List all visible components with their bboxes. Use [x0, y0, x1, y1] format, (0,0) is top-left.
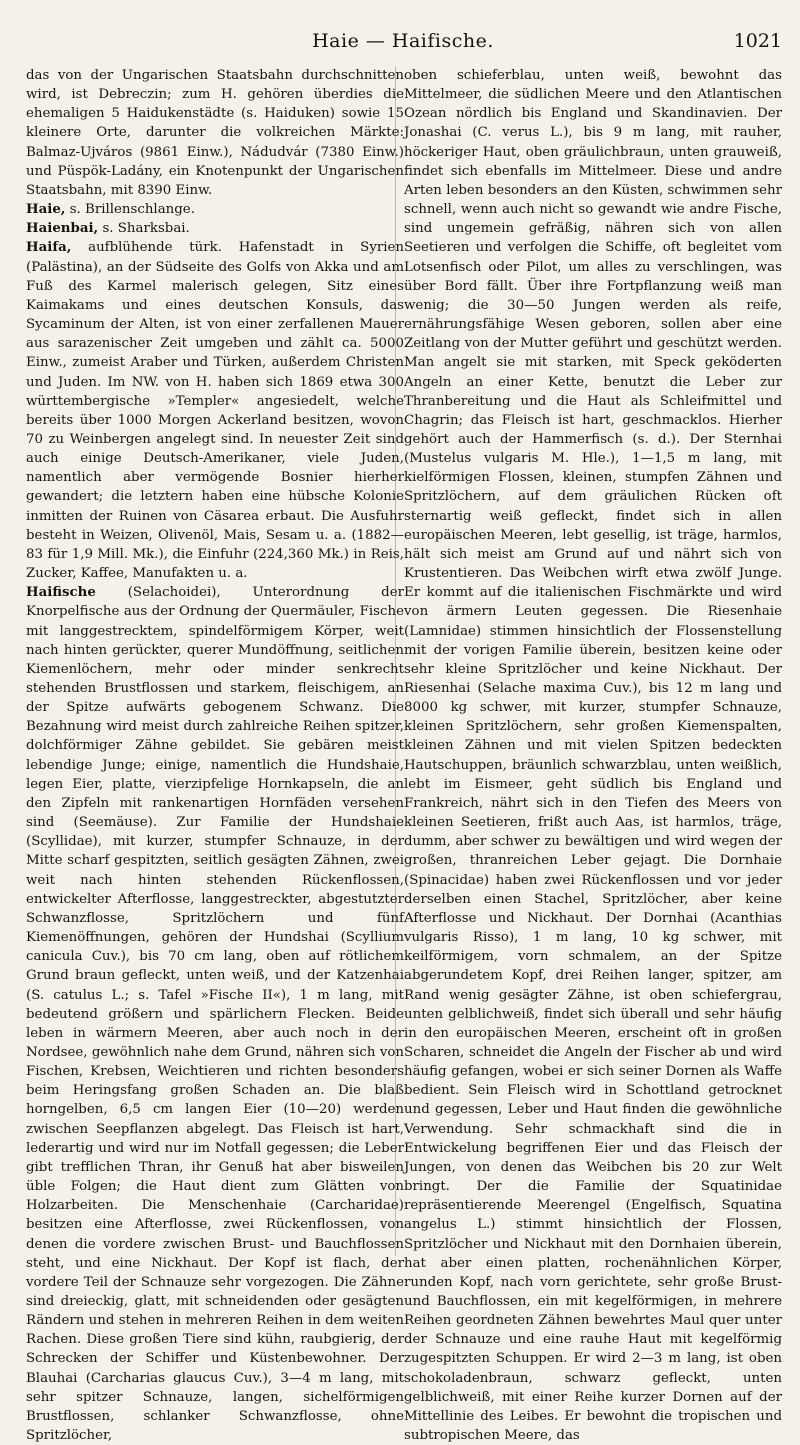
right-column	[404, 66, 782, 1445]
running-title: Haie — Haifische.	[312, 30, 494, 52]
headword: Haifa,	[26, 239, 72, 256]
entry-haifa: Haifa, aufblühende türk. Hafenstadt in Syrien (Palästina), an der Südseite des Golfs von Akka und am Fuß des Karmel malerisch gelegen, Sitz eines Kaimakams und eines deutschen Konsuls, das Sycaminum der Alten, ist von einer zerfallenen Mauer aus sarazenischer Zeit umgeben und zählt ca. 5000 Einw., zumeist Araber und Türken, außerdem Christen und Juden. Im NW. von H. haben sich 1869 etwa 300 württembergische »Templer« angesiedelt, welche bereits über 1000 Morgen Ackerland besitzen, wovon 70 zu Weinbergen angelegt sind. In neuester Zeit sind auch einige Deutsch-Amerikaner, viele Juden, namentlich aber vermögende Bosnier hierher gewandert; die letztern haben eine hübsche Kolonie inmitten der Ruinen von Cäsarea erbaut. Die Ausfuhr besteht in Weizen, Olivenöl, Mais, Sesam u. a. (1882—83 für 1,9 Mill. Mk.), die Einfuhr (224,360 Mk.) in Reis, Zucker, Kaffee, Manufakten u. a.	[26, 239, 404, 582]
entry-continuation: das von der Ungarischen Staatsbahn durchschnitten wird, ist Debreczin; zum H. gehören überdies die ehemaligen 5 Haidukenstädte (s. Haiduken) sowie 15 kleinere Orte, darunter die volkreichen Märkte: Balmaz-Ujváros (9861 Einw.), Nádudvár (7380 Einw.) und Püspök-Ladány, ein Knotenpunkt der Ungarischen Staatsbahn, mit 8390 Einw.	[26, 68, 404, 198]
headword: Haienbai,	[26, 220, 99, 237]
entry-haifische: Haifische (Selachoidei), Unterordnung der Knorpelfische aus der Ordnung der Quermäuler, Fische mit langgestrecktem, spindelförmigem Körper, weit nach hinten gerückter, querer Mundöffnung, seitlichen Kiemenlöchern, mehr oder minder senkrecht stehenden Brustflossen und starkem, fleischigem, an der Spitze aufwärts gebogenem Schwanz. Die Bezahnung wird meist durch zahlreiche Reihen spitzer, dolchförmiger Zähne gebildet. Sie gebären meist lebendige Junge; einige, namentlich die Hundshaie, legen Eier, platte, vierzipfelige Hornkapseln, die an den Zipfeln mit rankenartigen Hornfäden versehen sind (Seemäuse). Zur Familie der Hundshaie (Scyllidae), mit kurzer, stumpfer Schnauze, in der Mitte scharf gespitzten, seitlich gesägten Zähnen, zwei weit nach hinten stehenden Rückenflossen, entwickelter Afterflosse, langgestreckter, abgestutzter Schwanzflosse, Spritzlöchern und fünf Kiemenöffnungen, gehören der Hundshai (Scyllium canicula Cuv.), bis 70 cm lang, oben auf rötlichem Grund braun gefleckt, unten weiß, und der Katzenhai (S. catulus L.; s. Tafel »Fische II«), 1 m lang, mit bedeutend größern und spärlichern Flecken. Beide leben in wärmern Meeren, aber auch noch in der Nordsee, gewöhnlich nahe dem Grund, nähren sich von Fischen, Krebsen, Weichtieren und richten besonders beim Heringsfang großen Schaden an. Die blaß horngelben, 6,5 cm langen Eier (10—20) werden zwischen Seepflanzen abgelegt. Das Fleisch ist hart, lederartig und wird nur im Notfall gegessen; die Leber gibt trefflichen Thran, ihr Genuß hat aber bisweilen üble Folgen; die Haut dient zum Glätten von Holzarbeiten. Die Menschenhaie (Carcharidae) besitzen eine Afterflosse, zwei Rückenflossen, von denen die vordere zwischen Brust- und Bauchflossen steht, und eine Nickhaut. Der Kopf ist flach, der vordere Teil der Schnauze sehr vorgezogen. Die Zähne sind dreieckig, glatt, mit schneidenden oder gesägten Rändern und stehen in mehreren Reihen in dem weiten Rachen. Diese großen Tiere sind kühn, raubgierig, der Schrecken der Schiffer und Küstenbewohner. Der Blauhai (Carcharias glaucus Cuv.), 3—4 m lang, mit sehr spitzer Schnauze, langen, sichelförmigen Brustflossen, schlanker Schwanzflosse, ohne Spritzlöcher,	[26, 584, 404, 1444]
headword: Haie,	[26, 201, 66, 218]
page-number: 1021	[733, 30, 782, 52]
left-column	[26, 66, 404, 1445]
entry-haie: Haie, s. Brillenschlange.	[26, 201, 195, 218]
headword: Haifische	[26, 584, 96, 601]
entry-haienbai: Haienbai, s. Sharksbai.	[26, 220, 190, 237]
entry-haifische-continued: oben schieferblau, unten weiß, bewohnt das Mittelmeer, die südlichen Meere und den Atlantischen Ozean nördlich bis England und Skandinavien. Der Jonashai (C. verus L.), bis 9 m lang, mit rauher, höckeriger Haut, oben gräulichbraun, unten grauweiß, findet sich ebenfalls im Mittelmeer. Diese und andre Arten leben besonders an den Küsten, schwimmen sehr schnell, wenn auch nicht so gewandt wie andre Fische, sind ungemein gefräßig, nähren sich von allen Seetieren und verfolgen die Schiffe, oft begleitet vom Lotsenfisch oder Pilot, um alles zu verschlingen, was über Bord fällt. Über ihre Fortpflanzung weiß man wenig; die 30—50 Jungen werden als reife, ernährungsfähige Wesen geboren, sollen aber eine Zeitlang von der Mutter geführt und geschützt werden. Man angelt sie mit starken, mit Speck geköderten Angeln an einer Kette, benutzt die Leber zur Thranbereitung und die Haut als Schleifmittel und Chagrin; das Fleisch ist hart, geschmacklos. Hierher gehört auch der Hammerfisch (s. d.). Der Sternhai (Mustelus vulgaris M. Hle.), 1—1,5 m lang, mit kielförmigen Flossen, kleinen, stumpfen Zähnen und Spritzlöchern, auf dem gräulichen Rücken oft sternartig weiß gefleckt, findet sich in allen europäischen Meeren, lebt gesellig, ist träge, harmlos, hält sich meist am Grund auf und nährt sich von Krustentieren. Das Weibchen wirft etwa zwölf Junge. Er kommt auf die italienischen Fischmärkte und wird von ärmern Leuten gegessen. Die Riesenhaie (Lamnidae) stimmen hinsichtlich der Flossenstellung mit der vorigen Familie überein, besitzen keine oder sehr kleine Spritzlöcher und keine Nickhaut. Der Riesenhai (Selache maxima Cuv.), bis 12 m lang und 8000 kg schwer, mit kurzer, stumpfer Schnauze, kleinen Spritzlöchern, sehr großen Kiemenspalten, kleinen Zähnen und mit vielen Spitzen bedeckten Hautschuppen, bräunlich schwarzblau, unten weißlich, lebt im Eismeer, geht südlich bis England und Frankreich, nährt sich in den Tiefen des Meers von kleinen Seetieren, frißt auch Aas, ist harmlos, träge, dumm, aber schwer zu bewältigen und wird wegen der großen, thranreichen Leber gejagt. Die Dornhaie (Spinacidae) haben zwei Rückenflossen und vor jeder derselben einen Stachel, Spritzlöcher, aber keine Afterflosse und Nickhaut. Der Dornhai (Acanthias vulgaris Risso), 1 m lang, 10 kg schwer, mit keilförmigem, vorn schmalem, an der Spitze abgerundetem Kopf, drei Reihen langer, spitzer, am Rand wenig gesägter Zähne, ist oben schiefergrau, unten gelblichweiß, findet sich überall und sehr häufig in den europäischen Meeren, erscheint oft in großen Scharen, schneidet die Angeln der Fischer ab und wird häufig gefangen, wobei er sich seiner Dornen als Waffe bedient. Sein Fleisch wird in Schottland getrocknet und gegessen, Leber und Haut finden die gewöhnliche Verwendung. Sehr schmackhaft sind die in Entwickelung begriffenen Eier und das Fleisch der Jungen, von denen das Weibchen bis 20 zur Welt bringt. Der die Familie der Squatinidae repräsentierende Meerengel (Engelfisch, Squatina angelus L.) stimmt hinsichtlich der Flossen, Spritzlöcher und Nickhaut mit den Dornhaien überein, hat aber einen platten, rochenähnlichen Körper, runden Kopf, nach vorn gerichtete, sehr große Brust- und Bauchflossen, ein mit kegelförmigen, in mehrere Reihen geordneten Zähnen bewehrtes Maul quer unter der Schnauze und eine rauhe Haut mit kegelförmig zugespitzten Schuppen. Er wird 2—3 m lang, ist oben schokoladenbraun, schwarz gefleckt, unten gelblichweiß, mit einer Reihe kurzer Dornen auf der Mittellinie des Leibes. Er bewohnt die tropischen und subtropischen Meere, das	[404, 68, 782, 1444]
page-header	[24, 30, 782, 58]
